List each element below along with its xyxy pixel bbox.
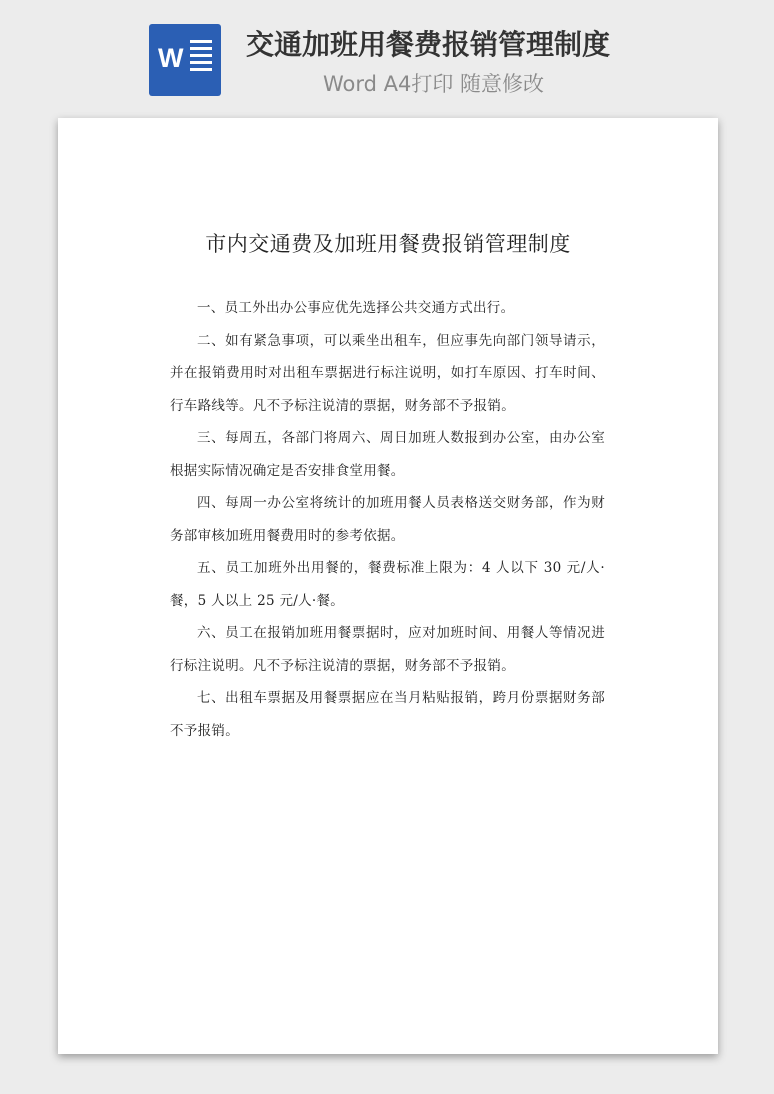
header-title: 交通加班用餐费报销管理制度 [246,28,611,61]
word-icon-letter: W [158,43,184,73]
paragraph-1: 一、员工外出办公事应优先选择公共交通方式出行。 [197,300,515,316]
document-body [170,292,605,747]
paragraph-5: 五、员工加班外出用餐的，餐费标准上限为：4 人以下 30 元/人·餐，5 人以上 25 元/人·餐。 [170,560,605,609]
header-subtitle: Word A4打印 随意修改 [323,72,545,96]
header [0,0,774,110]
document-title: 市内交通费及加班用餐费报销管理制度 [205,232,571,256]
word-icon [149,24,221,96]
word-icon-lines [190,40,212,75]
document-page [58,118,718,1054]
paragraph-6: 六、员工在报销加班用餐票据时，应对加班时间、用餐人等情况进行标注说明。凡不予标注说清的票据，财务部不予报销。 [170,625,605,674]
paragraph-3: 三、每周五，各部门将周六、周日加班人数报到办公室，由办公室根据实际情况确定是否安排食堂用餐。 [170,430,605,479]
paragraph-4: 四、每周一办公室将统计的加班用餐人员表格送交财务部，作为财务部审核加班用餐费用时的参考依据。 [170,495,605,544]
paragraph-7: 七、出租车票据及用餐票据应在当月粘贴报销，跨月份票据财务部不予报销。 [170,690,605,739]
paragraph-2: 二、如有紧急事项，可以乘坐出租车，但应事先向部门领导请示，并在报销费用时对出租车票据进行标注说明，如打车原因、打车时间、行车路线等。凡不予标注说清的票据，财务部不予报销。 [170,332,605,414]
